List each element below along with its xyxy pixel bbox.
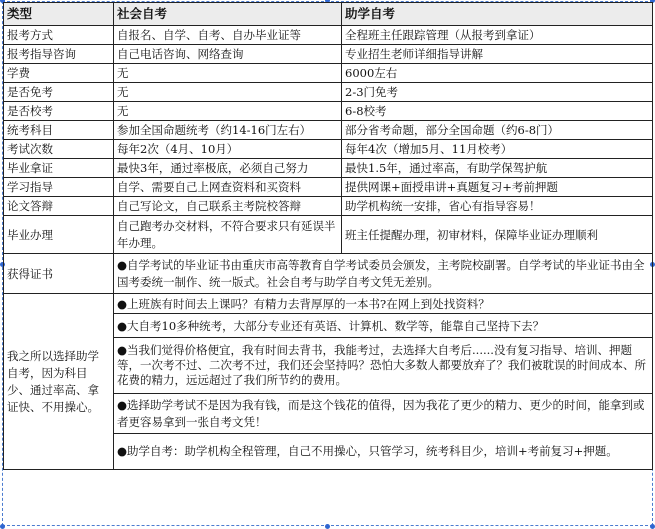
header-social-self-study: 社会自考 [114,3,342,26]
assisted-cell: 6-8校考 [342,102,653,121]
certificate-row [4,254,653,294]
row-label: 学费 [4,64,114,83]
reason-item: ●选择助学考试不是因为我有钱，而是这个钱花的值得，因为我花了更少的精力、更少的时间，能拿到或者更容易拿到一张自考文凭！ [114,394,653,434]
row-label: 考试次数 [4,140,114,159]
table-row [4,140,653,159]
resize-handle[interactable] [325,524,330,529]
row-label: 报考指导咨询 [4,45,114,64]
social-cell: 参加全国命题统考（约14-16门左右） [114,121,342,140]
table-row [4,216,653,254]
social-cell: 自己电话咨询、网络查询 [114,45,342,64]
table-row [4,102,653,121]
assisted-cell: 部分省考命题，部分全国命题（约6-8门） [342,121,653,140]
assisted-cell: 助学机构统一安排，省心有指导容易！ [342,197,653,216]
row-label: 报考方式 [4,26,114,45]
social-cell: 每年2次（4月、10月） [114,140,342,159]
table-row [4,121,653,140]
reasons-label: 我之所以选择助学自考，因为科目少、通过率高、拿证快、不用操心。 [4,294,114,470]
table-row [4,178,653,197]
resize-handle[interactable] [650,524,655,529]
comparison-table [3,2,653,470]
row-label: 是否校考 [4,102,114,121]
social-cell: 最快3年，通过率极底，必须自己努力 [114,159,342,178]
table-header-row [4,3,653,26]
assisted-cell: 班主任提醒办理，初审材料，保障毕业证办理顺利 [342,216,653,254]
social-cell: 无 [114,83,342,102]
assisted-cell: 专业招生老师详细指导讲解 [342,45,653,64]
reason-row [4,294,653,314]
table-row [4,83,653,102]
table-row [4,159,653,178]
certificate-text: ●自学考试的毕业证书由重庆市高等教育自学考试委员会颁发，主考院校副署。自学考试的毕业证书由全国考委统一制作、统一版式。社会自考与助学自考文凭无差别。 [114,254,653,294]
social-cell: 无 [114,64,342,83]
social-cell: 自己跑考办交材料，不符合要求只有延误半年办理。 [114,216,342,254]
social-cell: 无 [114,102,342,121]
assisted-cell: 2-3门免考 [342,83,653,102]
table-row [4,197,653,216]
social-cell: 自己写论文，自己联系主考院校答辩 [114,197,342,216]
assisted-cell: 提供网课+面授串讲+真题复习+考前押题 [342,178,653,197]
row-label: 学习指导 [4,178,114,197]
reason-item: ●大自考10多种统考，大部分专业还有英语、计算机、数学等，能靠自己坚持下去？ [114,314,653,338]
assisted-cell: 6000左右 [342,64,653,83]
assisted-cell: 全程班主任跟踪管理（从报考到拿证） [342,26,653,45]
table-row [4,45,653,64]
assisted-cell: 每年4次（增加5月、11月校考） [342,140,653,159]
resize-handle[interactable] [0,524,5,529]
row-label: 毕业办理 [4,216,114,254]
certificate-label: 获得证书 [4,254,114,294]
social-cell: 自学、需要自己上网查资料和买资料 [114,178,342,197]
row-label: 统考科目 [4,121,114,140]
reason-item: ●当我们觉得价格便宜，我有时间去背书，我能考过，去选择大自考后......没有复习指导、培训、押题等，一次考不过、二次考不过，我们还会坚持吗？恐怕大多数人都要放弃了？我们被耽误的时间成本、所花费的精力，远远超过了我们所节约的费用。 [114,338,653,394]
row-label: 是否免考 [4,83,114,102]
header-assisted-self-study: 助学自考 [342,3,653,26]
reason-item: ●上班族有时间去上课吗？有精力去背厚厚的一本书?在网上到处找资料？ [114,294,653,314]
header-type: 类型 [4,3,114,26]
row-label: 毕业拿证 [4,159,114,178]
social-cell: 自报名、自学、自考、自办毕业证等 [114,26,342,45]
row-label: 论文答辩 [4,197,114,216]
table-row [4,26,653,45]
reason-item: ●助学自考：助学机构全程管理，自己不用操心，只管学习，统考科目少，培训+考前复习+押题。 [114,434,653,470]
table-row [4,64,653,83]
assisted-cell: 最快1.5年，通过率高，有助学保驾护航 [342,159,653,178]
